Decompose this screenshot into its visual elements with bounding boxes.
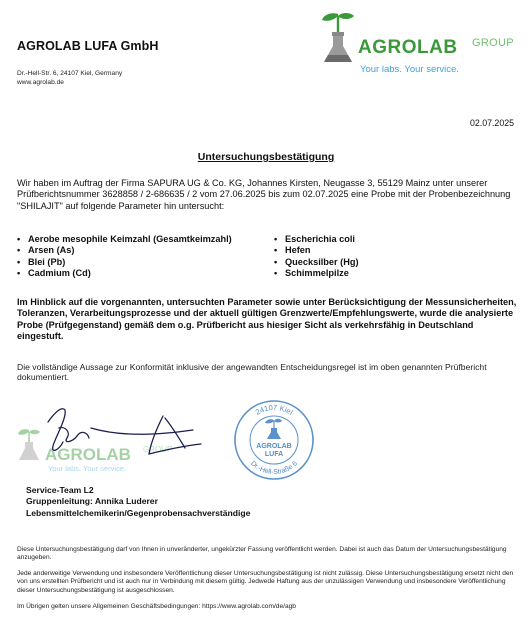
agrolab-logo [318,8,524,80]
parameter-label: Arsen (As) [28,245,75,256]
document-title: Untersuchungsbestätigung [197,151,335,163]
company-name: AGROLAB LUFA GmbH [17,39,159,53]
faded-logo-group: GROUP [143,445,173,454]
parameter-label: Blei (Pb) [28,256,66,267]
bullet-icon: • [17,245,21,256]
conclusion-paragraph: Im Hinblick auf die vorgenannten, untersuchten Parameter sowie unter Berücksichtigung der Messunsicherheiten, Toleranzen, Verarbeitungsprozesse und der aktuell gültigen Grenzwerte/Empfehlungswerte, wurde die analysierte Probe (Prüfgegenstand) gemäß dem o.g. Prüfbericht aus hiesiger Sicht als verkehrsfähig in Deutschland eingestuft. [17,297,517,341]
logo-tagline: Your labs. Your service. [360,64,459,75]
conformity-note: Die vollständige Aussage zur Konformität inklusive der angewandten Entscheidungsregel ist im oben genannten Prüfbericht dokumentiert. [17,362,487,383]
list-item [274,245,359,256]
parameter-label: Escherichia coli [285,234,355,244]
faded-logo-wordmark: AGROLAB [45,445,131,464]
stamp-top-text: 24107 Kiel [253,402,295,417]
company-address [17,70,122,87]
stamp-bottom-text: Dr.-Hell-Straße 6 [249,460,299,477]
team-lead: Gruppenleitung: Annika Luderer [26,496,158,507]
website-line: www.agrolab.de [17,78,64,86]
parameter-label: Schimmelpilze [285,267,349,278]
parameter-column-right [274,234,359,279]
parameter-column-left [17,234,232,279]
parameter-label: Aerobe mesophile Keimzahl (Gesamtkeimzahl) [28,234,232,244]
bullet-icon: • [274,256,278,267]
document-date: 02.07.2025 [469,118,514,128]
flask-plant-icon [318,10,358,68]
intro-paragraph: Wir haben im Auftrag der Firma SAPURA UG & Co. KG, Johannes Kirsten, Neugasse 3, 55129 Mainz unter unserer Prüfberichtsnummer 3628858 / 2-686635 / 2 vom 27.06.2025 bis zum 02.07.2025 eine Probe mit der Probenbezeichnung "SHILAJIT" auf folgende Parameter hin untersucht: [17,178,511,211]
svg-text:Dr.-Hell-Straße 6 [249,460,299,476]
footer-terms-note: Im Übrigen gelten unsere Allgemeinen Geschäftsbedingungen: https://www.agrolab.com/de/agb [17,603,296,610]
stamp-line-1: AGROLAB [256,443,292,450]
list-item [274,257,359,268]
list-item [17,268,232,279]
list-item [17,245,232,256]
bullet-icon: • [274,245,278,256]
bullet-icon: • [17,234,21,244]
bullet-icon: • [274,234,278,244]
parameter-label: Quecksilber (Hg) [285,256,359,267]
list-item [274,234,359,245]
footer-publication-note: Diese Untersuchungsbestätigung darf von Ihnen in unveränderter, ungekürzter Fassung veröffentlicht werden. Dabei ist auch das Datum der Untersuchungsbestätigung anzugeben. [17,546,507,562]
logo-wordmark: AGROLAB [358,37,458,58]
footer-liability-note: Jede anderweitige Verwendung und insbesondere Veröffentlichung dieser Untersuchungsbestätigung ist nicht zulässig. Diese Untersuchungsbestätigung ersetzt nicht den von uns erstellten Prüfbericht und ist auch nur in Verbindung mit diesem gültig. Jedwede Haftung aus der unzulässigen Verwendung und insbesondere Veröffentlichung dieser Untersuchungsbestätigung ist ausgeschlossen. [17,570,514,594]
stamp-line-2: LUFA [264,451,284,458]
team-role: Lebensmittelchemikerin/Gegenprobensachverständige [26,507,251,518]
team-block [26,485,250,519]
parameter-label: Cadmium (Cd) [28,267,91,278]
bullet-icon: • [17,256,21,267]
faded-logo-tagline: Your labs. Your service. [48,464,127,473]
list-item [17,257,232,268]
bullet-icon: • [17,267,21,278]
list-item [17,234,232,245]
stamp-flask-icon [265,419,282,439]
parameter-label: Hefen [285,245,311,256]
team-name: Service-Team L2 [26,485,94,495]
logo-group-label: GROUP [472,37,514,49]
official-stamp [232,398,316,482]
list-item [274,268,359,279]
bullet-icon: • [274,267,278,278]
svg-text:24107 Kiel [254,403,295,417]
address-line: Dr.-Hell-Str. 6, 24107 Kiel, Germany [17,70,123,77]
